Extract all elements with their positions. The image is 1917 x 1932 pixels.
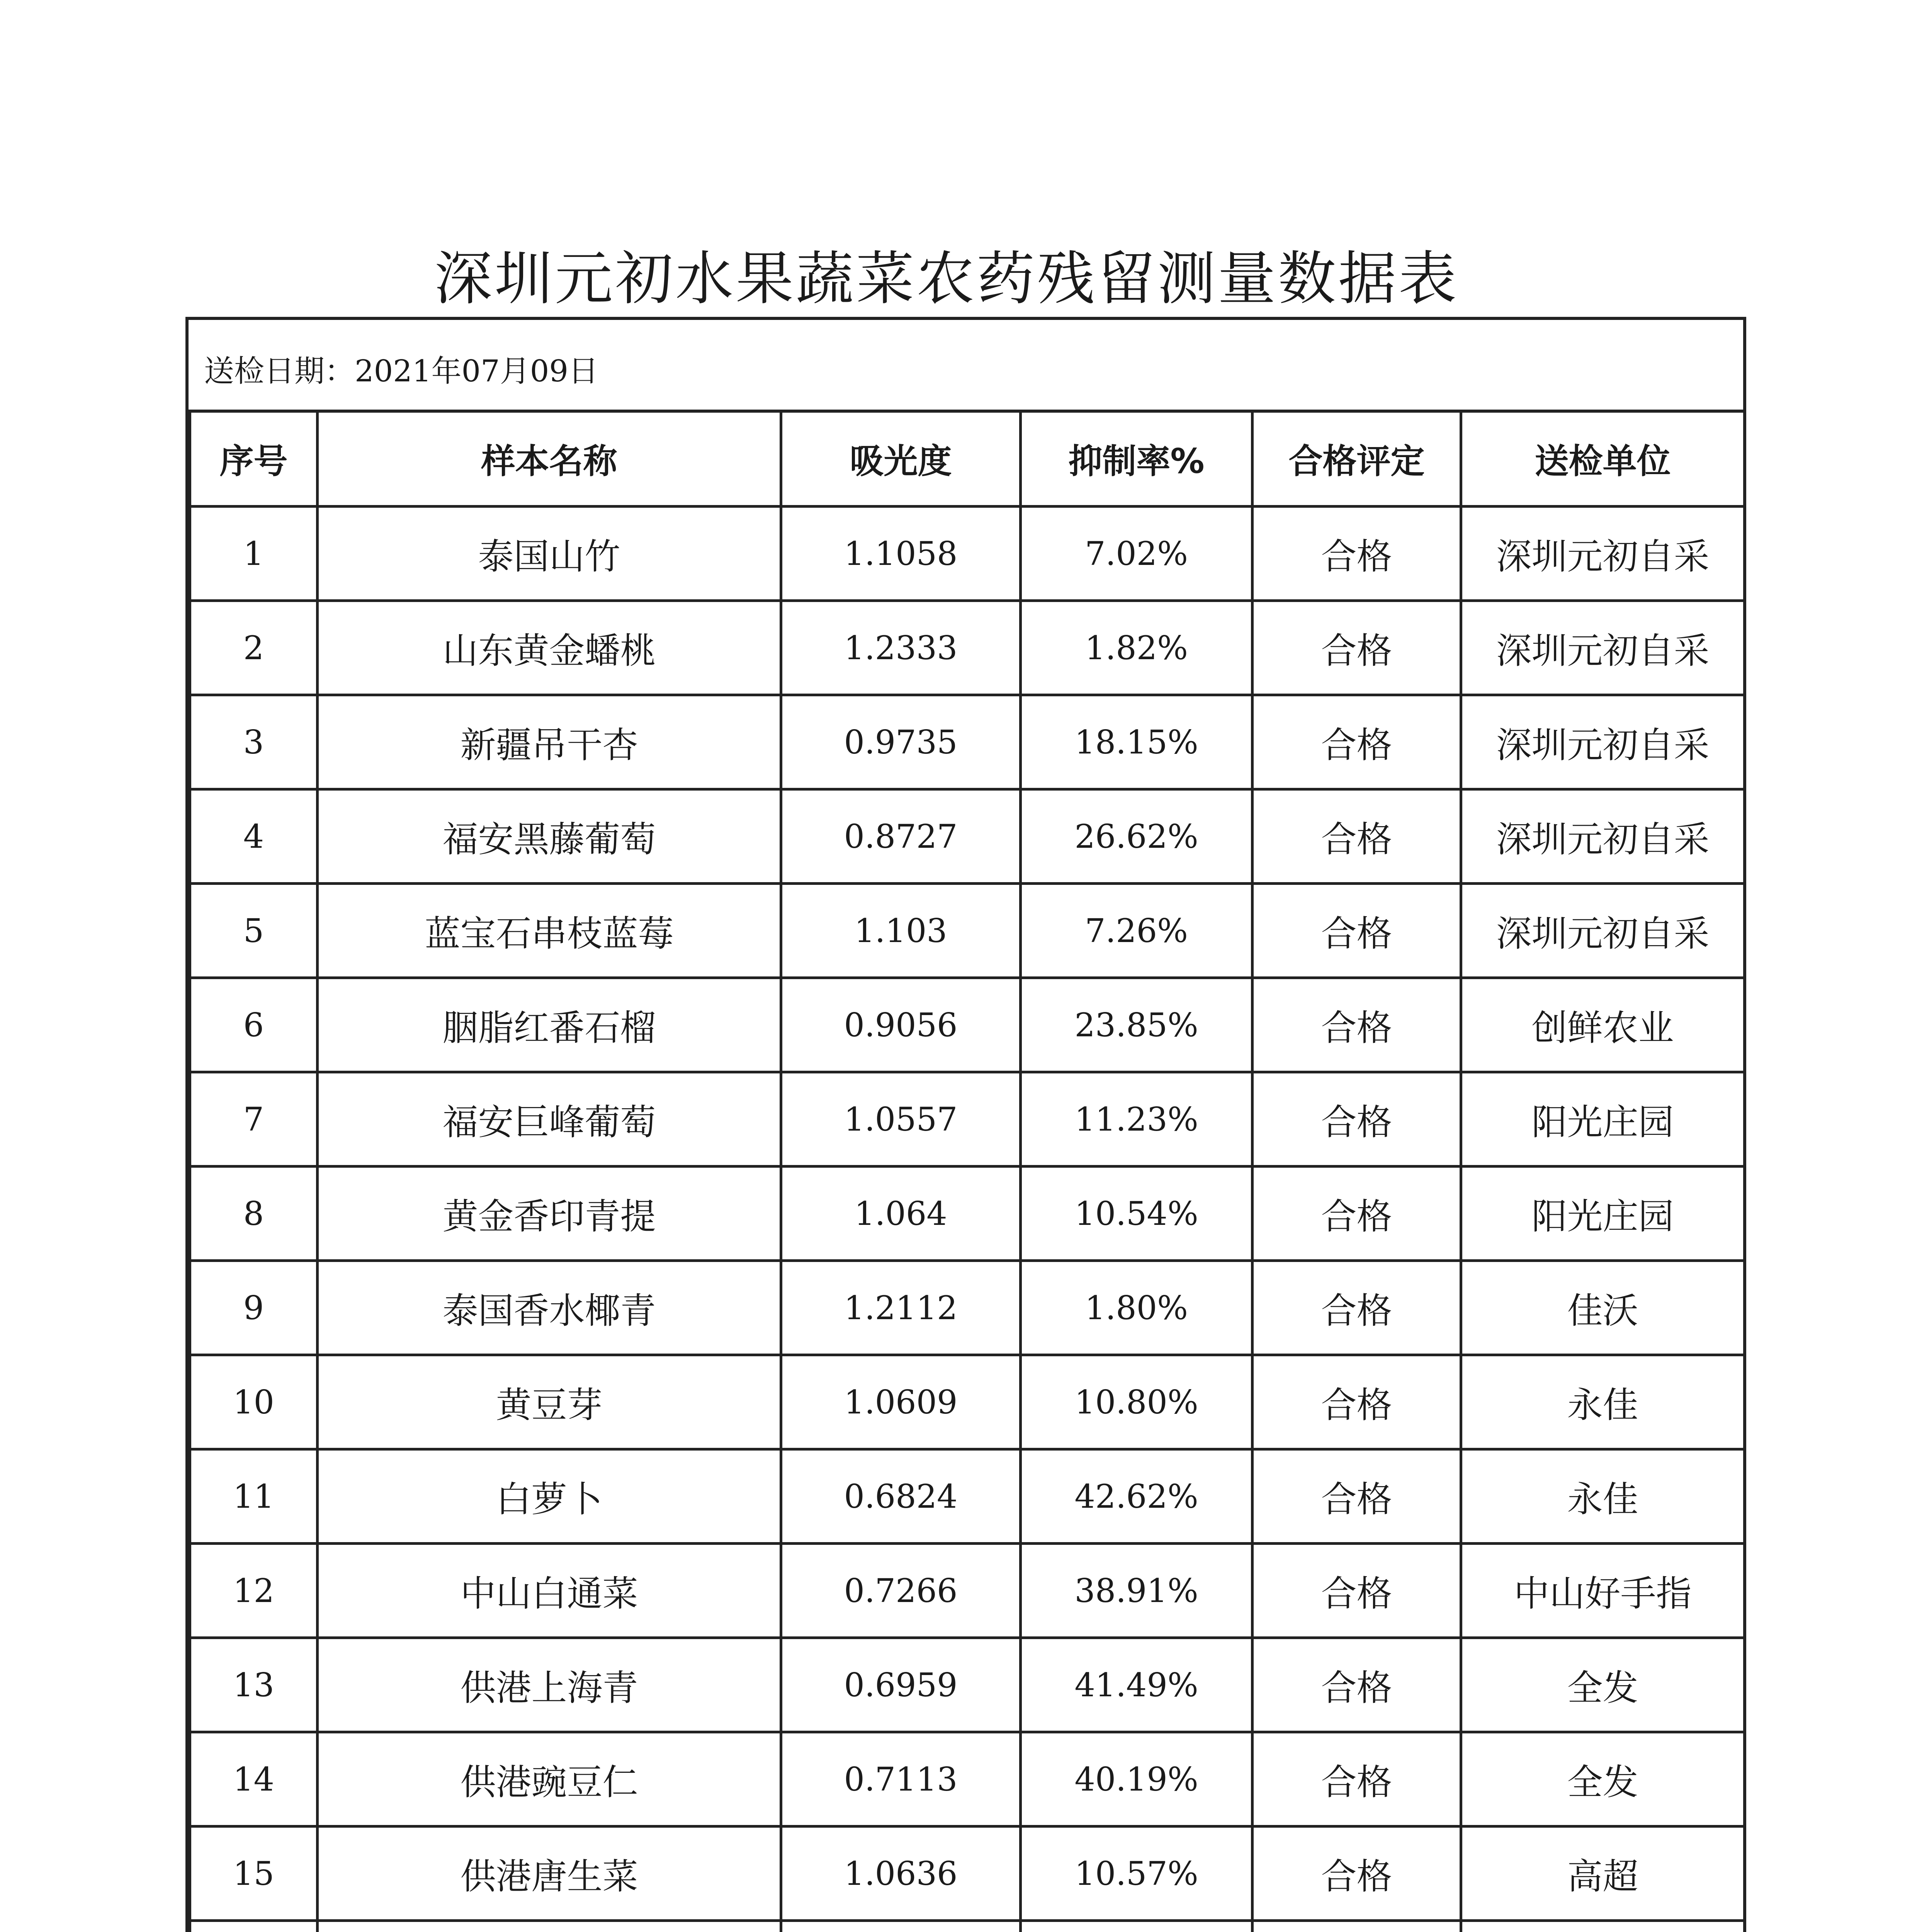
cell-index: 7 xyxy=(190,1072,318,1167)
cell-submitting-unit xyxy=(1461,1921,1745,1932)
cell-sample-name: 供港上海青 xyxy=(318,1638,781,1732)
table-row xyxy=(190,1072,1745,1167)
cell-sample-name: 胭脂红番石榴 xyxy=(318,978,781,1072)
cell-inhibition-rate: 40.19% xyxy=(1021,1732,1253,1827)
header-submitting-unit: 送检单位 xyxy=(1461,411,1745,507)
page-title: 深圳元初水果蔬菜农药残留测量数据表 xyxy=(434,245,1459,313)
table-row xyxy=(190,1827,1745,1921)
cell-sample-name: 福安巨峰葡萄 xyxy=(318,1072,781,1167)
cell-qualification: 合格 xyxy=(1253,1449,1461,1544)
cell-submitting-unit: 创鲜农业 xyxy=(1461,978,1745,1072)
header-inhibition-rate: 抑制率% xyxy=(1021,411,1253,507)
table-row xyxy=(190,884,1745,978)
cell-submitting-unit: 阳光庄园 xyxy=(1461,1167,1745,1261)
cell-absorbance: 0.7266 xyxy=(781,1544,1021,1638)
cell-inhibition-rate: 41.49% xyxy=(1021,1638,1253,1732)
cell-inhibition-rate: 7.02% xyxy=(1021,507,1253,601)
cell-qualification: 合格 xyxy=(1253,507,1461,601)
cell-inhibition-rate: 1.82% xyxy=(1021,601,1253,695)
cell-index: 10 xyxy=(190,1355,318,1449)
table-row xyxy=(190,1921,1745,1932)
cell-absorbance: 0.9056 xyxy=(781,978,1021,1072)
table-row xyxy=(190,1355,1745,1449)
cell-submitting-unit: 佳沃 xyxy=(1461,1261,1745,1355)
cell-submitting-unit: 深圳元初自采 xyxy=(1461,789,1745,884)
cell-index: 15 xyxy=(190,1827,318,1921)
cell-index xyxy=(190,1921,318,1932)
cell-inhibition-rate xyxy=(1021,1921,1253,1932)
cell-absorbance: 1.0557 xyxy=(781,1072,1021,1167)
cell-inhibition-rate: 10.54% xyxy=(1021,1167,1253,1261)
cell-absorbance: 1.103 xyxy=(781,884,1021,978)
cell-index: 13 xyxy=(190,1638,318,1732)
cell-absorbance xyxy=(781,1921,1021,1932)
data-sheet xyxy=(185,317,1746,1932)
cell-submitting-unit: 全发 xyxy=(1461,1732,1745,1827)
cell-submitting-unit: 深圳元初自采 xyxy=(1461,601,1745,695)
cell-inhibition-rate: 26.62% xyxy=(1021,789,1253,884)
cell-submitting-unit: 深圳元初自采 xyxy=(1461,507,1745,601)
cell-absorbance: 0.9735 xyxy=(781,695,1021,789)
cell-submitting-unit: 深圳元初自采 xyxy=(1461,884,1745,978)
cell-sample-name: 中山白通菜 xyxy=(318,1544,781,1638)
cell-inhibition-rate: 23.85% xyxy=(1021,978,1253,1072)
table-row xyxy=(190,1732,1745,1827)
cell-qualification: 合格 xyxy=(1253,1544,1461,1638)
table-row xyxy=(190,1167,1745,1261)
table-header-row xyxy=(190,411,1745,507)
cell-sample-name: 泰国香水椰青 xyxy=(318,1261,781,1355)
cell-index: 8 xyxy=(190,1167,318,1261)
table-row xyxy=(190,1449,1745,1544)
cell-sample-name: 供港唐生菜 xyxy=(318,1827,781,1921)
header-absorbance: 吸光度 xyxy=(781,411,1021,507)
cell-qualification: 合格 xyxy=(1253,695,1461,789)
cell-index: 12 xyxy=(190,1544,318,1638)
cell-inhibition-rate: 42.62% xyxy=(1021,1449,1253,1544)
table-body xyxy=(190,507,1745,1932)
cell-index: 1 xyxy=(190,507,318,601)
header-qualification: 合格评定 xyxy=(1253,411,1461,507)
cell-inhibition-rate: 38.91% xyxy=(1021,1544,1253,1638)
cell-sample-name: 新疆吊干杏 xyxy=(318,695,781,789)
cell-qualification: 合格 xyxy=(1253,1827,1461,1921)
table-row xyxy=(190,789,1745,884)
cell-qualification: 合格 xyxy=(1253,1072,1461,1167)
cell-inhibition-rate: 11.23% xyxy=(1021,1072,1253,1167)
cell-submitting-unit: 阳光庄园 xyxy=(1461,1072,1745,1167)
cell-qualification: 合格 xyxy=(1253,978,1461,1072)
table-row xyxy=(190,1638,1745,1732)
cell-absorbance: 1.2112 xyxy=(781,1261,1021,1355)
cell-sample-name: 蓝宝石串枝蓝莓 xyxy=(318,884,781,978)
cell-submitting-unit: 全发 xyxy=(1461,1638,1745,1732)
cell-absorbance: 1.1058 xyxy=(781,507,1021,601)
cell-index: 11 xyxy=(190,1449,318,1544)
table-row xyxy=(190,695,1745,789)
table-row xyxy=(190,507,1745,601)
cell-qualification: 合格 xyxy=(1253,1167,1461,1261)
cell-absorbance: 0.7113 xyxy=(781,1732,1021,1827)
cell-qualification: 合格 xyxy=(1253,1261,1461,1355)
residue-table xyxy=(189,410,1746,1932)
cell-qualification: 合格 xyxy=(1253,789,1461,884)
table-row xyxy=(190,1544,1745,1638)
header-index: 序号 xyxy=(190,411,318,507)
cell-index: 14 xyxy=(190,1732,318,1827)
cell-submitting-unit: 高超 xyxy=(1461,1827,1745,1921)
cell-sample-name: 黄金香印青提 xyxy=(318,1167,781,1261)
cell-sample-name: 泰国山竹 xyxy=(318,507,781,601)
cell-sample-name: 黄豆芽 xyxy=(318,1355,781,1449)
cell-absorbance: 1.2333 xyxy=(781,601,1021,695)
cell-sample-name: 山东黄金蟠桃 xyxy=(318,601,781,695)
cell-sample-name: 供港豌豆仁 xyxy=(318,1732,781,1827)
cell-inhibition-rate: 18.15% xyxy=(1021,695,1253,789)
cell-absorbance: 0.8727 xyxy=(781,789,1021,884)
table-row xyxy=(190,978,1745,1072)
cell-absorbance: 0.6824 xyxy=(781,1449,1021,1544)
cell-qualification: 合格 xyxy=(1253,1638,1461,1732)
cell-qualification: 合格 xyxy=(1253,601,1461,695)
cell-inhibition-rate: 7.26% xyxy=(1021,884,1253,978)
cell-inhibition-rate: 10.80% xyxy=(1021,1355,1253,1449)
table-row xyxy=(190,1261,1745,1355)
cell-absorbance: 1.0609 xyxy=(781,1355,1021,1449)
cell-qualification: 合格 xyxy=(1253,1355,1461,1449)
table-row xyxy=(190,601,1745,695)
cell-index: 6 xyxy=(190,978,318,1072)
cell-sample-name: 福安黑藤葡萄 xyxy=(318,789,781,884)
cell-index: 3 xyxy=(190,695,318,789)
cell-absorbance: 1.064 xyxy=(781,1167,1021,1261)
cell-index: 9 xyxy=(190,1261,318,1355)
inspection-date: 送检日期：2021年07月09日 xyxy=(189,320,1743,413)
cell-submitting-unit: 永佳 xyxy=(1461,1355,1745,1449)
cell-qualification: 合格 xyxy=(1253,1732,1461,1827)
cell-index: 2 xyxy=(190,601,318,695)
cell-qualification xyxy=(1253,1921,1461,1932)
cell-absorbance: 1.0636 xyxy=(781,1827,1021,1921)
cell-sample-name: 白萝卜 xyxy=(318,1449,781,1544)
cell-qualification: 合格 xyxy=(1253,884,1461,978)
cell-inhibition-rate: 1.80% xyxy=(1021,1261,1253,1355)
cell-absorbance: 0.6959 xyxy=(781,1638,1021,1732)
cell-inhibition-rate: 10.57% xyxy=(1021,1827,1253,1921)
cell-sample-name xyxy=(318,1921,781,1932)
cell-index: 4 xyxy=(190,789,318,884)
cell-submitting-unit: 中山好手指 xyxy=(1461,1544,1745,1638)
cell-submitting-unit: 永佳 xyxy=(1461,1449,1745,1544)
cell-submitting-unit: 深圳元初自采 xyxy=(1461,695,1745,789)
cell-index: 5 xyxy=(190,884,318,978)
header-sample-name: 样本名称 xyxy=(318,411,781,507)
